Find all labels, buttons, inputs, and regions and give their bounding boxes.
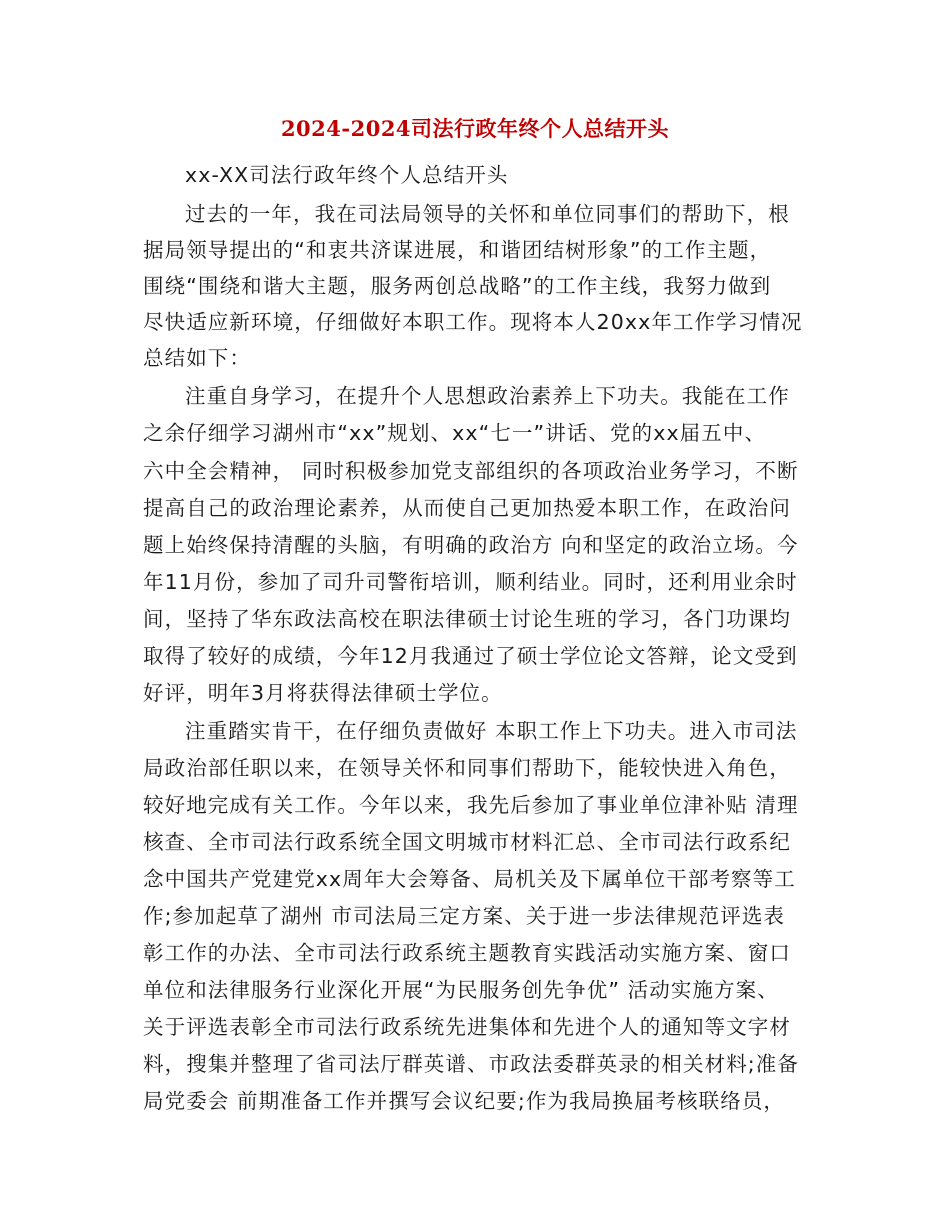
paragraph-line: 年11月份，参加了司升司警衔培训，顺利结业。同时，还利用业余时 xyxy=(143,570,798,594)
paragraph-line: 彰工作的办法、全市司法行政系统主题教育实践活动实施方案、窗口 xyxy=(143,941,791,965)
paragraph-line: 关于评选表彰全市司法行政系统先进集体和先进个人的通知等文字材 xyxy=(143,1015,791,1039)
paragraph-line: 总结如下： xyxy=(143,346,251,370)
paragraph-line: 提高自己的政治理论素养，从而使自己更加热爱本职工作，在政治问 xyxy=(143,496,791,520)
paragraph-line: 料，搜集并整理了省司法厅群英谱、市政法委群英录的相关材料;准备 xyxy=(143,1052,800,1076)
paragraph-line: 局政治部任职以来，在领导关怀和同事们帮助下，能较快进入角色， xyxy=(143,756,791,780)
paragraph-line: 单位和法律服务行业深化开展“为民服务创先争优” 活动实施方案、 xyxy=(143,978,779,1002)
paragraph-line: 之余仔细学习湖州市“xx”规划、xx“七一”讲话、党的xx届五中、 xyxy=(143,421,767,445)
subtitle-line: xx-XX司法行政年终个人总结开头 xyxy=(185,163,509,187)
paragraph-line: 核查、全市司法行政系统全国文明城市材料汇总、全市司法行政系纪 xyxy=(143,830,791,854)
paragraph-line: 尽快适应新环境，仔细做好本职工作。现将本人20xx年工作学习情况 xyxy=(143,310,803,334)
paragraph-line: 题上始终保持清醒的头脑，有明确的政治方 向和坚定的政治立场。今 xyxy=(143,533,799,557)
paragraph-line: 六中全会精神， 同时积极参加党支部组织的各项政治业务学习，不断 xyxy=(143,459,799,483)
paragraph-line: 据局领导提出的“和衷共济谋进展，和谐团结树形象”的工作主题， xyxy=(143,238,772,262)
paragraph-line: 作;参加起草了湖州 市司法局三定方案、关于进一步法律规范评选表 xyxy=(143,904,786,928)
paragraph-line: 围绕“围绕和谐大主题，服务两创总战略”的工作主线，我努力做到 xyxy=(143,274,772,298)
paragraph-line: 局党委会 前期准备工作并撰写会议纪要;作为我局换届考核联络员， xyxy=(143,1089,786,1113)
paragraph-line: 念中国共产党建党xx周年大会筹备、局机关及下属单位干部考察等工 xyxy=(143,867,796,891)
paragraph-line: 较好地完成有关工作。今年以来，我先后参加了事业单位津补贴 清理 xyxy=(143,793,799,817)
paragraph-line: 取得了较好的成绩，今年12月我通过了硕士学位论文答辩，论文受到 xyxy=(143,644,798,668)
paragraph-line: 间，坚持了华东政法高校在职法律硕士讨论生班的学习，各门功课均 xyxy=(143,607,791,631)
paragraph-line: 好评，明年3月将获得法律硕士学位。 xyxy=(143,681,503,705)
paragraph-line: 过去的一年，我在司法局领导的关怀和单位同事们的帮助下，根 xyxy=(185,202,790,226)
paragraph-line: 注重自身学习，在提升个人思想政治素养上下功夫。我能在工作 xyxy=(185,384,790,408)
paragraph-line: 注重踏实肯干，在仔细负责做好 本职工作上下功夫。进入市司法 xyxy=(185,719,798,743)
document-title: 2024-2024司法行政年终个人总结开头 xyxy=(280,116,670,141)
